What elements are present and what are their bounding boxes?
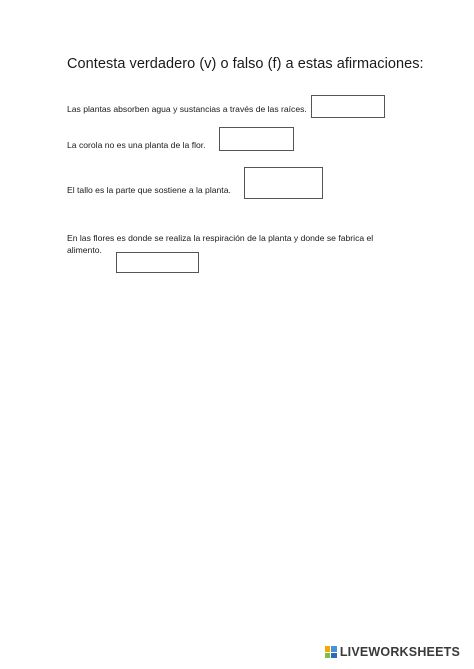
answer-box-1[interactable] xyxy=(311,95,385,118)
page-title: Contesta verdadero (v) o falso (f) a estas afirmaciones: xyxy=(67,56,424,72)
question-1-text: Las plantas absorben agua y sustancias a través de las raíces. xyxy=(67,104,307,114)
question-4-text: En las flores es donde se realiza la respiración de la planta y donde se fabrica el alimento. xyxy=(67,233,374,255)
question-3-text: El tallo es la parte que sostiene a la planta. xyxy=(67,185,231,195)
liveworksheets-brand[interactable] xyxy=(325,645,460,659)
logo-tile-2 xyxy=(331,646,337,652)
logo-tile-3 xyxy=(325,653,331,659)
brand-name: LIVEWORKSHEETS xyxy=(339,645,460,659)
answer-box-2[interactable] xyxy=(219,127,294,151)
answer-box-4[interactable] xyxy=(116,252,199,273)
logo-tile-4 xyxy=(331,653,337,659)
logo-tile-1 xyxy=(325,646,331,652)
liveworksheets-logo-icon xyxy=(325,646,337,658)
answer-box-3[interactable] xyxy=(244,167,323,199)
question-2-text: La corola no es una planta de la flor. xyxy=(67,140,206,150)
